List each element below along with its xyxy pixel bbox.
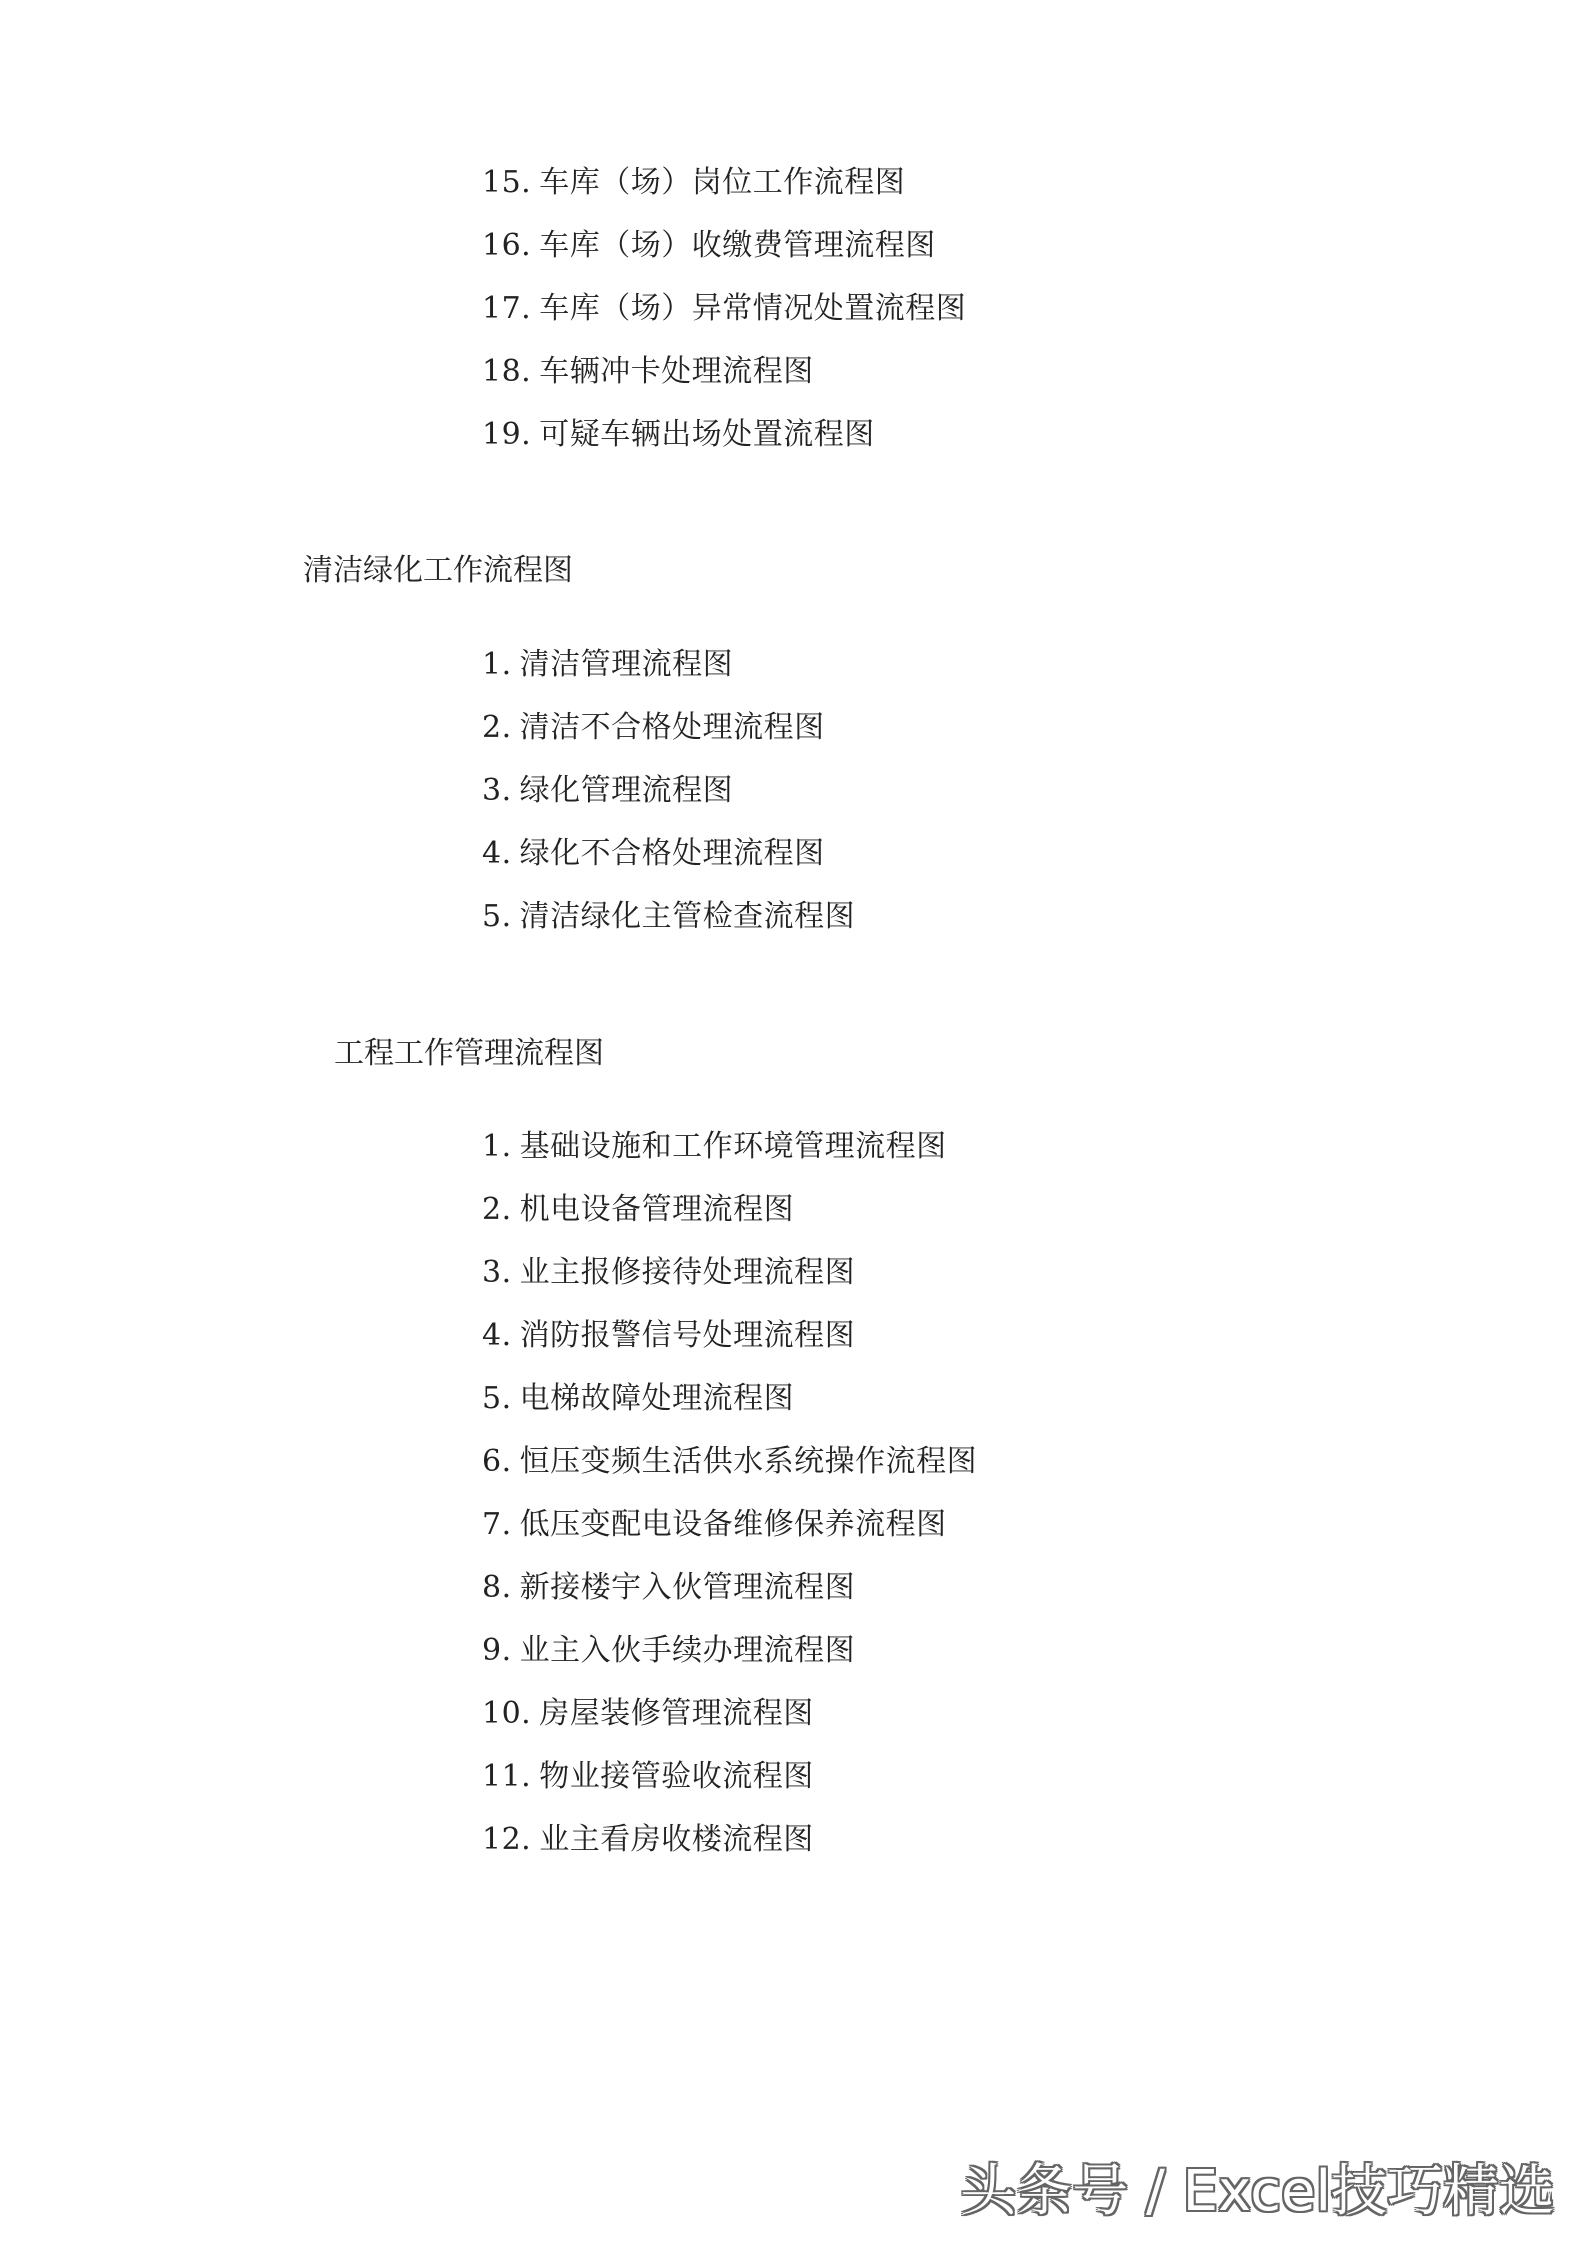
list-item xyxy=(482,340,966,403)
item-label: 房屋装修管理流程图 xyxy=(539,1696,814,1731)
list-item xyxy=(482,151,966,214)
item-number: 11. xyxy=(482,1759,532,1794)
parking-flowchart-list xyxy=(482,151,966,466)
item-number: 3. xyxy=(482,773,512,808)
item-label: 清洁管理流程图 xyxy=(519,647,734,682)
item-label: 低压变配电设备维修保养流程图 xyxy=(519,1507,947,1542)
list-item xyxy=(482,1619,977,1682)
item-label: 消防报警信号处理流程图 xyxy=(519,1318,856,1353)
item-number: 6. xyxy=(482,1444,512,1479)
section-heading-engineering: 工程工作管理流程图 xyxy=(334,1036,604,1071)
item-number: 9. xyxy=(482,1633,512,1668)
item-label: 业主看房收楼流程图 xyxy=(539,1822,814,1857)
list-item xyxy=(482,1115,977,1178)
list-item xyxy=(482,1241,977,1304)
item-label: 新接楼宇入伙管理流程图 xyxy=(519,1570,856,1605)
watermark: 头条号 / Excel技巧精选 xyxy=(960,2159,1555,2224)
list-item xyxy=(482,1493,977,1556)
item-number: 7. xyxy=(482,1507,512,1542)
item-number: 18. xyxy=(482,354,532,389)
item-number: 1. xyxy=(482,647,512,682)
item-label: 物业接管验收流程图 xyxy=(539,1759,814,1794)
list-item xyxy=(482,1556,977,1619)
item-number: 16. xyxy=(482,228,532,263)
item-label: 电梯故障处理流程图 xyxy=(519,1381,795,1416)
item-label: 车库（场）异常情况处置流程图 xyxy=(539,291,967,326)
item-label: 车辆冲卡处理流程图 xyxy=(539,354,814,389)
item-label: 业主报修接待处理流程图 xyxy=(519,1255,856,1290)
item-number: 2. xyxy=(482,1192,512,1227)
item-label: 绿化管理流程图 xyxy=(519,773,734,808)
item-label: 基础设施和工作环境管理流程图 xyxy=(519,1129,947,1164)
list-item xyxy=(482,1367,977,1430)
item-label: 清洁绿化主管检查流程图 xyxy=(519,899,856,934)
item-label: 业主入伙手续办理流程图 xyxy=(519,1633,856,1668)
item-label: 机电设备管理流程图 xyxy=(519,1192,795,1227)
item-label: 车库（场）收缴费管理流程图 xyxy=(539,228,936,263)
list-item xyxy=(482,1430,977,1493)
list-item xyxy=(482,403,966,466)
item-number: 17. xyxy=(482,291,532,326)
list-item xyxy=(482,1304,977,1367)
item-label: 清洁不合格处理流程图 xyxy=(519,710,825,745)
item-number: 19. xyxy=(482,417,532,452)
item-number: 5. xyxy=(482,1381,512,1416)
list-item xyxy=(482,1682,977,1745)
item-number: 10. xyxy=(482,1696,532,1731)
list-item xyxy=(482,1808,977,1871)
item-label: 车库（场）岗位工作流程图 xyxy=(539,165,906,200)
item-number: 3. xyxy=(482,1255,512,1290)
list-item xyxy=(482,633,855,696)
item-label: 绿化不合格处理流程图 xyxy=(519,836,825,871)
item-number: 8. xyxy=(482,1570,512,1605)
item-number: 4. xyxy=(482,836,512,871)
engineering-flowchart-list xyxy=(482,1115,977,1871)
item-number: 5. xyxy=(482,899,512,934)
list-item xyxy=(482,885,855,948)
list-item xyxy=(482,759,855,822)
section-heading-cleaning: 清洁绿化工作流程图 xyxy=(303,553,573,588)
list-item xyxy=(482,277,966,340)
item-number: 15. xyxy=(482,165,532,200)
item-label: 恒压变频生活供水系统操作流程图 xyxy=(519,1444,978,1479)
list-item xyxy=(482,214,966,277)
item-number: 2. xyxy=(482,710,512,745)
list-item xyxy=(482,822,855,885)
item-number: 4. xyxy=(482,1318,512,1353)
item-label: 可疑车辆出场处置流程图 xyxy=(539,417,875,452)
list-item xyxy=(482,1178,977,1241)
item-number: 1. xyxy=(482,1129,512,1164)
item-number: 12. xyxy=(482,1822,532,1857)
list-item xyxy=(482,1745,977,1808)
cleaning-flowchart-list xyxy=(482,633,855,948)
list-item xyxy=(482,696,855,759)
